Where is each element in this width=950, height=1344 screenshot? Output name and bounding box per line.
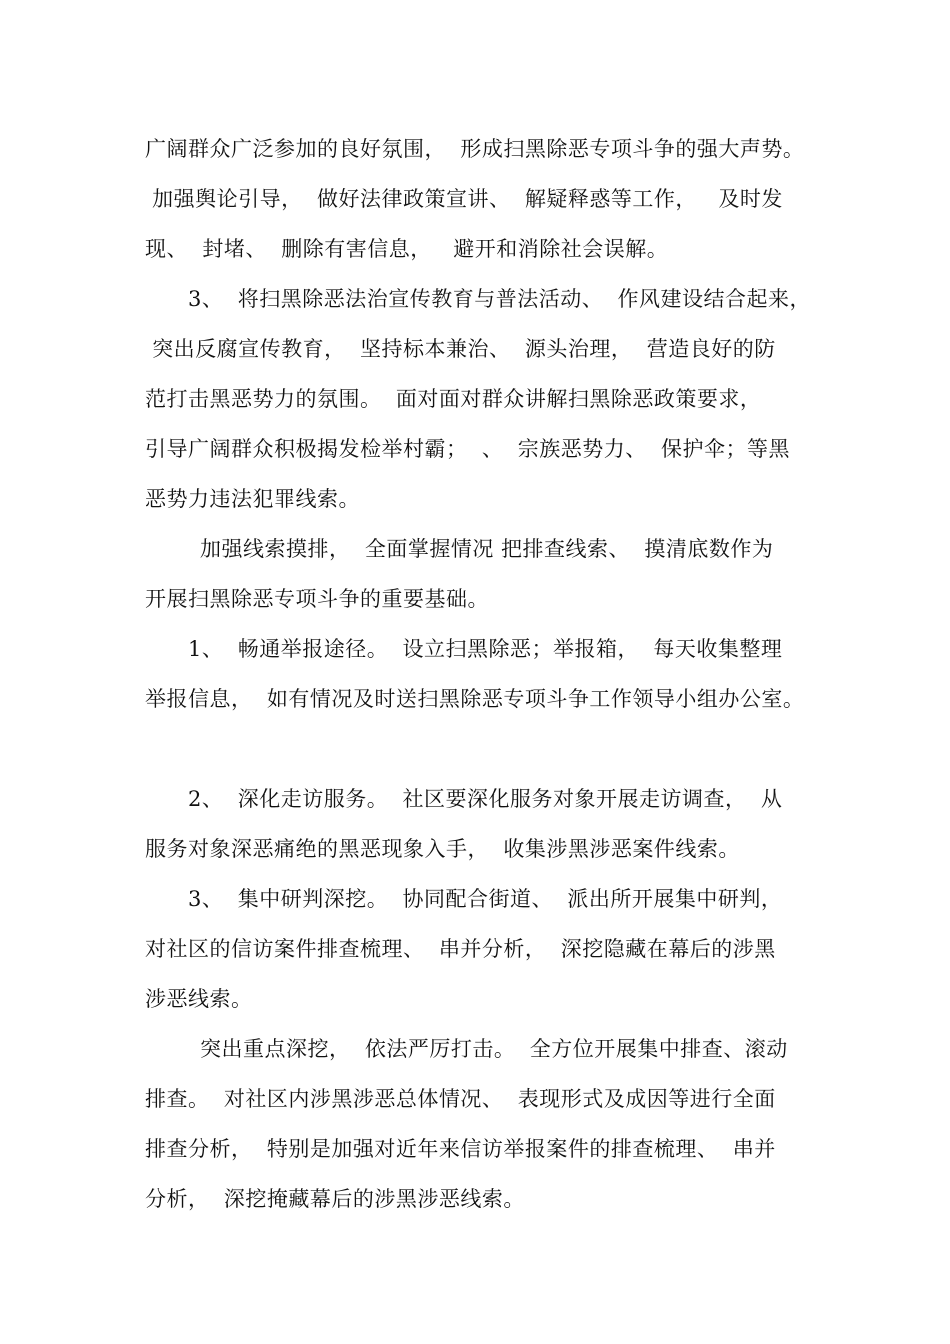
text-line-2: 加强舆论引导， 做好法律政策宣讲、 解疑释惑等工作， 及时发 [145, 187, 783, 211]
text-line-11: 1、 畅通举报途径。 设立扫黑除恶；举报箱， 每天收集整理 [188, 637, 783, 661]
text-line-6: 范打击黑恶势力的氛围。 面对面对群众讲解扫黑除恶政策要求， [145, 387, 762, 411]
text-line-12: 举报信息， 如有情况及时送扫黑除恶专项斗争工作领导小组办公室。 [145, 687, 805, 711]
text-line-1: 广阔群众广泛参加的良好氛围， 形成扫黑除恶专项斗争的强大声势。 [145, 137, 805, 161]
text-line-19: 排查。 对社区内涉黑涉恶总体情况、 表现形式及成因等进行全面 [145, 1087, 776, 1111]
text-line-10: 开展扫黑除恶专项斗争的重要基础。 [145, 587, 489, 611]
text-line-15: 3、 集中研判深挖。 协同配合街道、 派出所开展集中研判， [188, 887, 783, 911]
text-line-4: 3、 将扫黑除恶法治宣传教育与普法活动、 作风建设结合起来， [188, 287, 812, 311]
text-line-16: 对社区的信访案件排查梳理、 串并分析， 深挖隐藏在幕后的涉黑 [145, 937, 776, 961]
text-line-14: 服务对象深恶痛绝的黑恶现象入手， 收集涉黑涉恶案件线索。 [145, 837, 740, 861]
text-line-18: 突出重点深挖， 依法严厉打击。 全方位开展集中排查、滚动 [200, 1037, 788, 1061]
text-line-21: 分析， 深挖掩藏幕后的涉黑涉恶线索。 [145, 1187, 525, 1211]
text-line-8: 恶势力违法犯罪线索。 [145, 487, 360, 511]
text-line-3: 现、 封堵、 删除有害信息， 避开和消除社会误解。 [145, 237, 669, 261]
text-line-7: 引导广阔群众积极揭发检举村霸； 、 宗族恶势力、 保护伞；等黑 [145, 437, 791, 461]
text-line-17: 涉恶线索。 [145, 987, 253, 1011]
text-line-13: 2、 深化走访服务。 社区要深化服务对象开展走访调查， 从 [188, 787, 783, 811]
text-line-9: 加强线索摸排， 全面掌握情况 把排查线索、 摸清底数作为 [200, 537, 774, 561]
text-line-20: 排查分析， 特别是加强对近年来信访举报案件的排查梳理、 串并 [145, 1137, 776, 1161]
text-line-5: 突出反腐宣传教育， 坚持标本兼治、 源头治理， 营造良好的防 [145, 337, 776, 361]
